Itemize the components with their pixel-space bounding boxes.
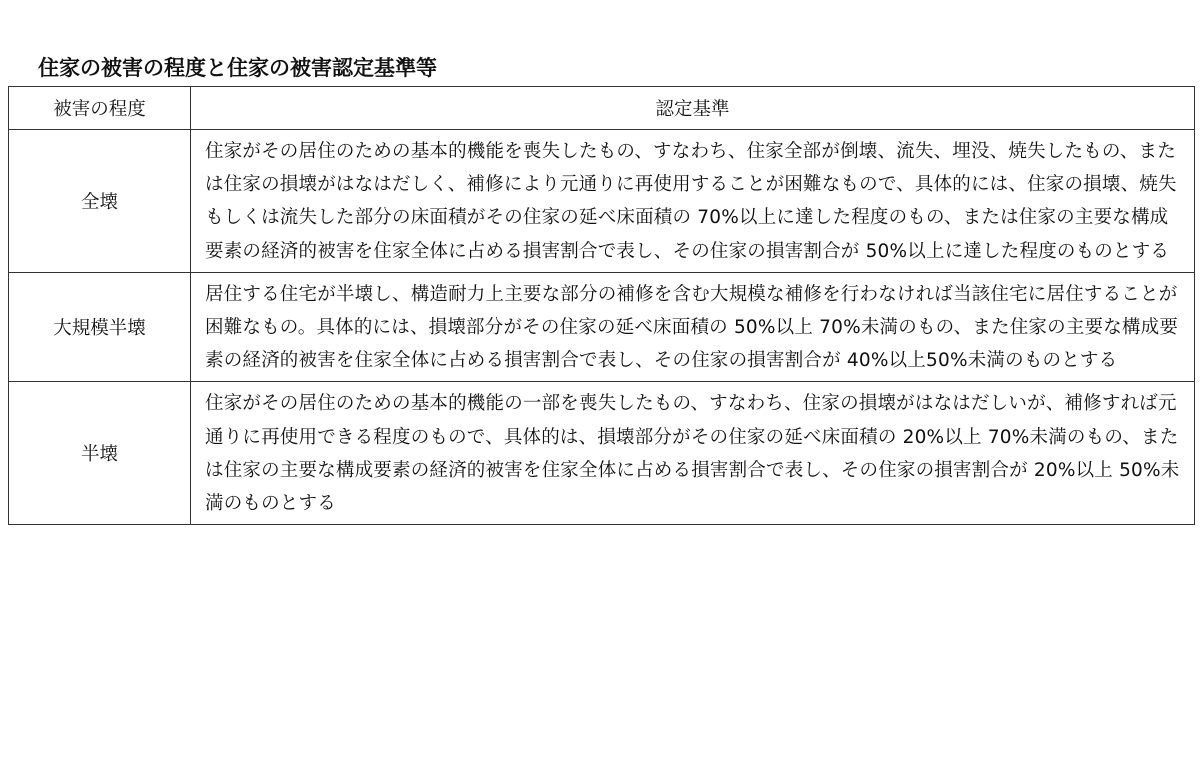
header-criteria: 認定基準 — [191, 87, 1195, 130]
criteria-cell: 居住する住宅が半壊し、構造耐力上主要な部分の補修を含む大規模な補修を行わなければ当該住宅に居住することが困難なもの。具体的には、損壊部分がその住家の延べ床面積の 50%以上 70%未満のもの、また住家の主要な構成要素の経済的被害を住家全体に占める損害割合で表し、その住家の損害割合が 40%以上50%未満のものとする — [191, 272, 1195, 382]
damage-level-cell: 半壊 — [9, 382, 191, 525]
table-row-hankai — [9, 382, 1195, 525]
table-header-row — [9, 87, 1195, 130]
criteria-cell: 住家がその居住のための基本的機能の一部を喪失したもの、すなわち、住家の損壊がはなはだしいが、補修すれば元通りに再使用できる程度のもので、具体的は、損壊部分がその住家の延べ床面積の 20%以上 70%未満のもの、または住家の主要な構成要素の経済的被害を住家全体に占める損害割合で表し、その住家の損害割合が 20%以上 50%未満のものとする — [191, 382, 1195, 525]
criteria-cell: 住家がその居住のための基本的機能を喪失したもの、すなわち、住家全部が倒壊、流失、埋没、焼失したもの、または住家の損壊がはなはだしく、補修により元通りに再使用することが困難なもので、具体的には、住家の損壊、焼失もしくは流失した部分の床面積がその住家の延べ床面積の 70%以上に達した程度のもの、または住家の主要な構成要素の経済的被害を住家全体に占める損害割合で表し、その住家の損害割合が 50%以上に達した程度のものとする — [191, 130, 1195, 273]
document-title: 住家の被害の程度と住家の被害認定基準等 — [38, 56, 437, 80]
header-damage-level: 被害の程度 — [9, 87, 191, 130]
damage-criteria-table — [8, 86, 1195, 525]
table-row-daikibo-hankai — [9, 272, 1195, 382]
table-row-zenkai — [9, 130, 1195, 273]
damage-level-cell: 大規模半壊 — [9, 272, 191, 382]
damage-level-cell: 全壊 — [9, 130, 191, 273]
